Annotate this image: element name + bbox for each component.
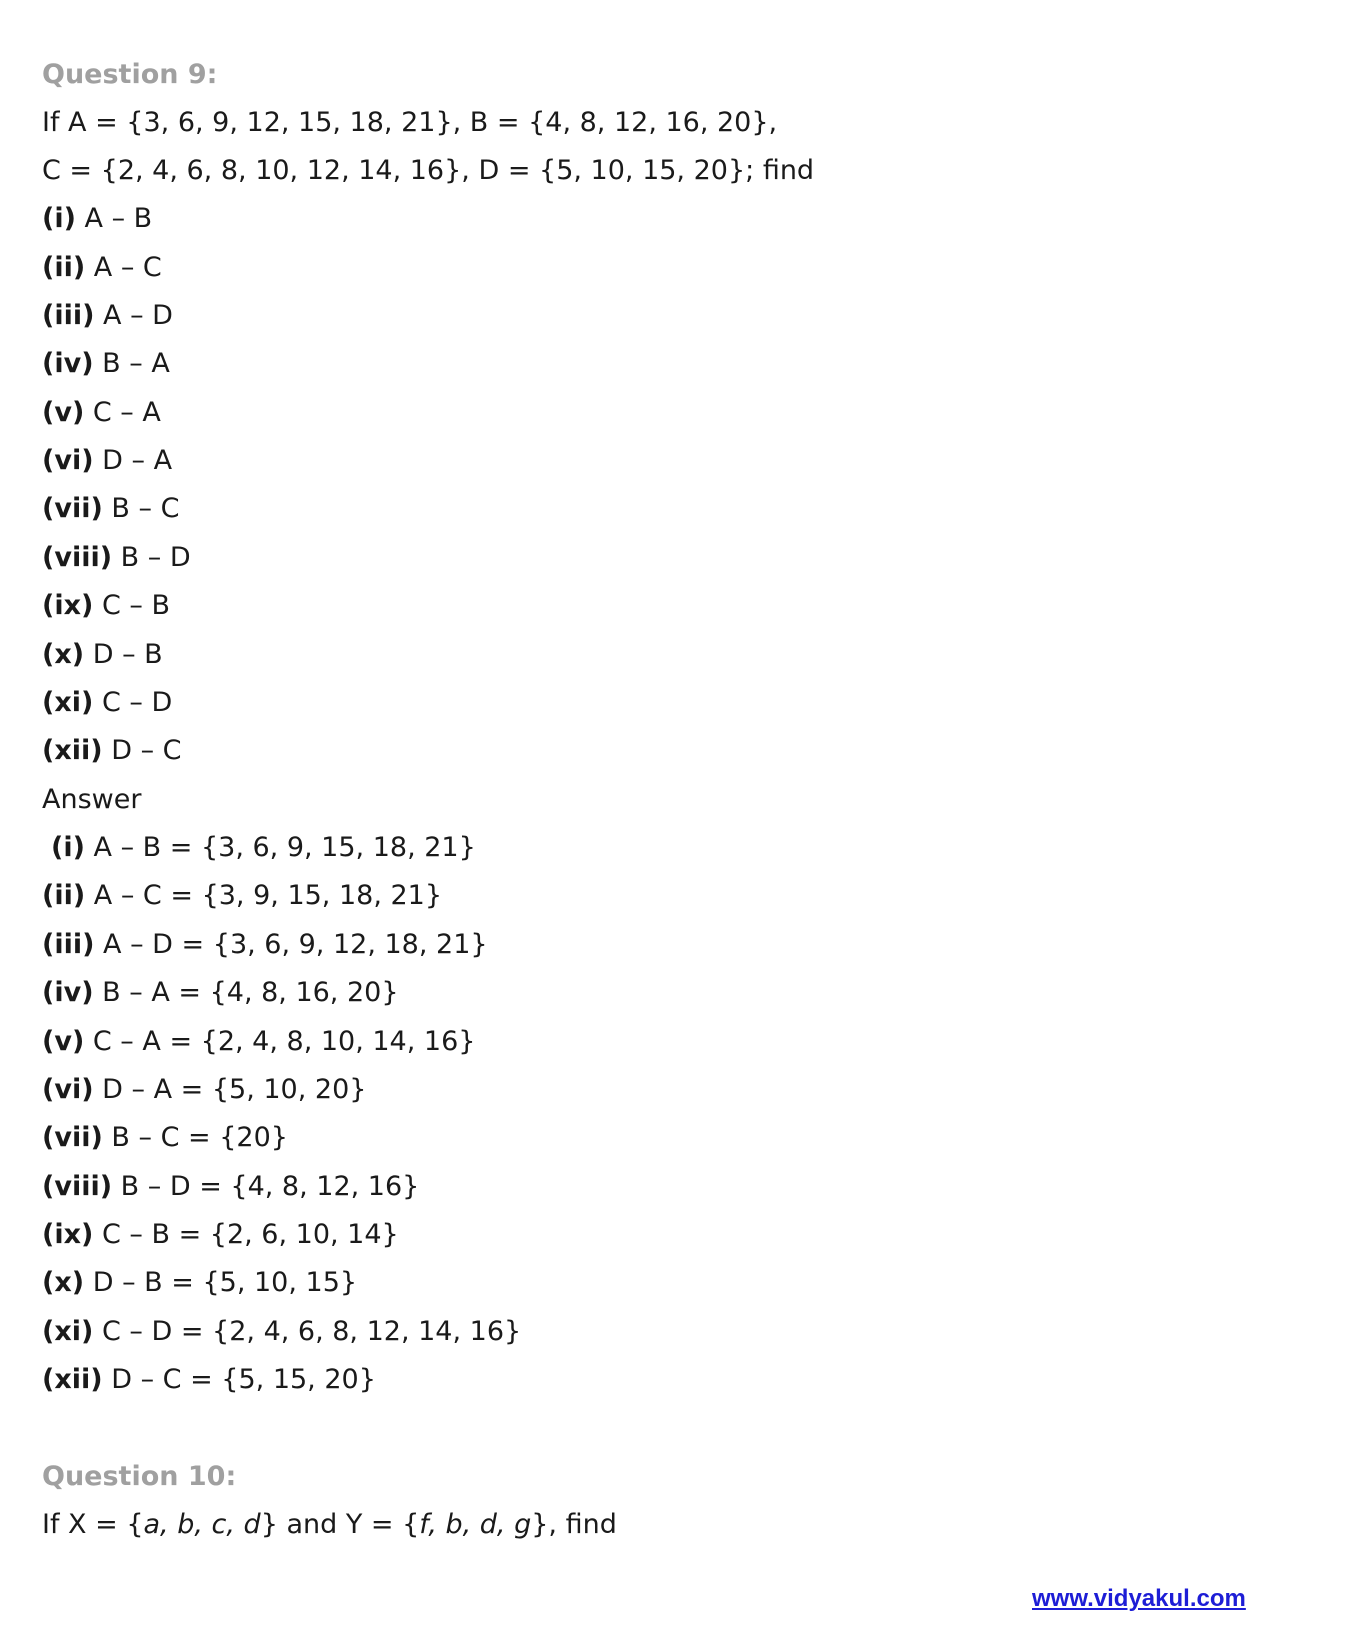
- answer-item-text: D – C = {5, 15, 20}: [111, 1364, 376, 1395]
- part-text: C – D: [101, 687, 173, 718]
- answer-item-label: (i): [51, 832, 85, 863]
- part-text: D – C: [111, 735, 182, 766]
- answer-item: [42, 1266, 357, 1300]
- answer-item-text: C – A = {2, 4, 8, 10, 14, 16}: [92, 1026, 476, 1057]
- part-label: (vi): [42, 445, 94, 476]
- answer-item-label: (v): [42, 1026, 85, 1057]
- part-text: D – B: [92, 639, 163, 670]
- part-item: [42, 734, 182, 768]
- part-text: C – A: [92, 397, 161, 428]
- part-label: (viii): [42, 542, 113, 573]
- part-item: [42, 251, 162, 285]
- answer-item: [51, 831, 476, 865]
- part-item: [42, 202, 152, 236]
- question-10-intro-middle: } and Y = {: [260, 1509, 420, 1540]
- part-item: [42, 686, 172, 720]
- answer-item: [42, 1073, 366, 1107]
- part-item: [42, 444, 172, 478]
- part-item: [42, 299, 173, 333]
- answer-item-text: A – C = {3, 9, 15, 18, 21}: [93, 880, 443, 911]
- question-9-heading: Question 9:: [42, 59, 218, 90]
- answer-item-label: (xi): [42, 1316, 94, 1347]
- answer-item-text: D – A = {5, 10, 20}: [102, 1074, 367, 1105]
- answer-item: [42, 1315, 521, 1349]
- answer-item: [42, 1218, 399, 1252]
- part-item: [42, 589, 170, 623]
- part-label: (xii): [42, 735, 103, 766]
- answer-item-text: B – A = {4, 8, 16, 20}: [102, 977, 399, 1008]
- question-10-heading: Question 10:: [42, 1461, 237, 1492]
- part-item: [42, 396, 161, 430]
- answer-item-label: (vi): [42, 1074, 94, 1105]
- part-text: B – A: [102, 348, 170, 379]
- answer-item-text: A – D = {3, 6, 9, 12, 18, 21}: [103, 929, 488, 960]
- part-label: (i): [42, 203, 76, 234]
- answer-label: Answer: [42, 784, 142, 815]
- part-label: (iv): [42, 348, 94, 379]
- part-text: A – B: [84, 203, 153, 234]
- answer-item-text: C – B = {2, 6, 10, 14}: [101, 1219, 399, 1250]
- set-y-elements: f, b, d, g: [419, 1509, 532, 1540]
- answer-item-label: (vii): [42, 1122, 103, 1153]
- answer-item-text: A – B = {3, 6, 9, 15, 18, 21}: [93, 832, 476, 863]
- set-x-elements: a, b, c, d: [143, 1509, 261, 1540]
- answer-item-text: C – D = {2, 4, 6, 8, 12, 14, 16}: [101, 1316, 522, 1347]
- answer-item-text: D – B = {5, 10, 15}: [92, 1267, 358, 1298]
- question-10-intro: [42, 1508, 617, 1542]
- question-10-intro-suffix: }, find: [531, 1509, 617, 1540]
- part-text: A – D: [103, 300, 173, 331]
- part-item: [42, 492, 179, 526]
- part-label: (ix): [42, 590, 94, 621]
- part-text: B – D: [120, 542, 191, 573]
- part-text: A – C: [93, 252, 162, 283]
- answer-item: [42, 928, 488, 962]
- part-label: (ii): [42, 252, 86, 283]
- answer-item-label: (iv): [42, 977, 94, 1008]
- part-label: (x): [42, 639, 85, 670]
- answer-item: [42, 1121, 288, 1155]
- part-text: D – A: [102, 445, 173, 476]
- part-item: [42, 347, 170, 381]
- answer-item-text: B – D = {4, 8, 12, 16}: [120, 1171, 420, 1202]
- answer-item-label: (ix): [42, 1219, 94, 1250]
- answer-item-text: B – C = {20}: [111, 1122, 288, 1153]
- answer-item: [42, 1363, 376, 1397]
- answer-item-label: (x): [42, 1267, 85, 1298]
- part-label: (iii): [42, 300, 95, 331]
- part-text: B – C: [111, 493, 180, 524]
- part-label: (vii): [42, 493, 103, 524]
- question-9-intro-line-2: C = {2, 4, 6, 8, 10, 12, 14, 16}, D = {5, 10, 15, 20}; find: [42, 155, 815, 186]
- question-9-intro-line-1: If A = {3, 6, 9, 12, 15, 18, 21}, B = {4, 8, 12, 16, 20},: [42, 107, 778, 138]
- answer-item: [42, 1025, 475, 1059]
- answer-item: [42, 976, 399, 1010]
- part-label: (v): [42, 397, 85, 428]
- answer-item-label: (ii): [42, 880, 86, 911]
- answer-item-label: (viii): [42, 1171, 113, 1202]
- question-10-intro-prefix: If X = {: [42, 1509, 144, 1540]
- part-item: [42, 638, 163, 672]
- part-item: [42, 541, 191, 575]
- part-text: C – B: [101, 590, 170, 621]
- answer-item: [42, 1170, 419, 1204]
- answer-item: [42, 879, 442, 913]
- answer-item-label: (iii): [42, 929, 95, 960]
- vidyakul-website-link[interactable]: www.vidyakul.com: [1032, 1585, 1246, 1612]
- answer-item-label: (xii): [42, 1364, 103, 1395]
- part-label: (xi): [42, 687, 94, 718]
